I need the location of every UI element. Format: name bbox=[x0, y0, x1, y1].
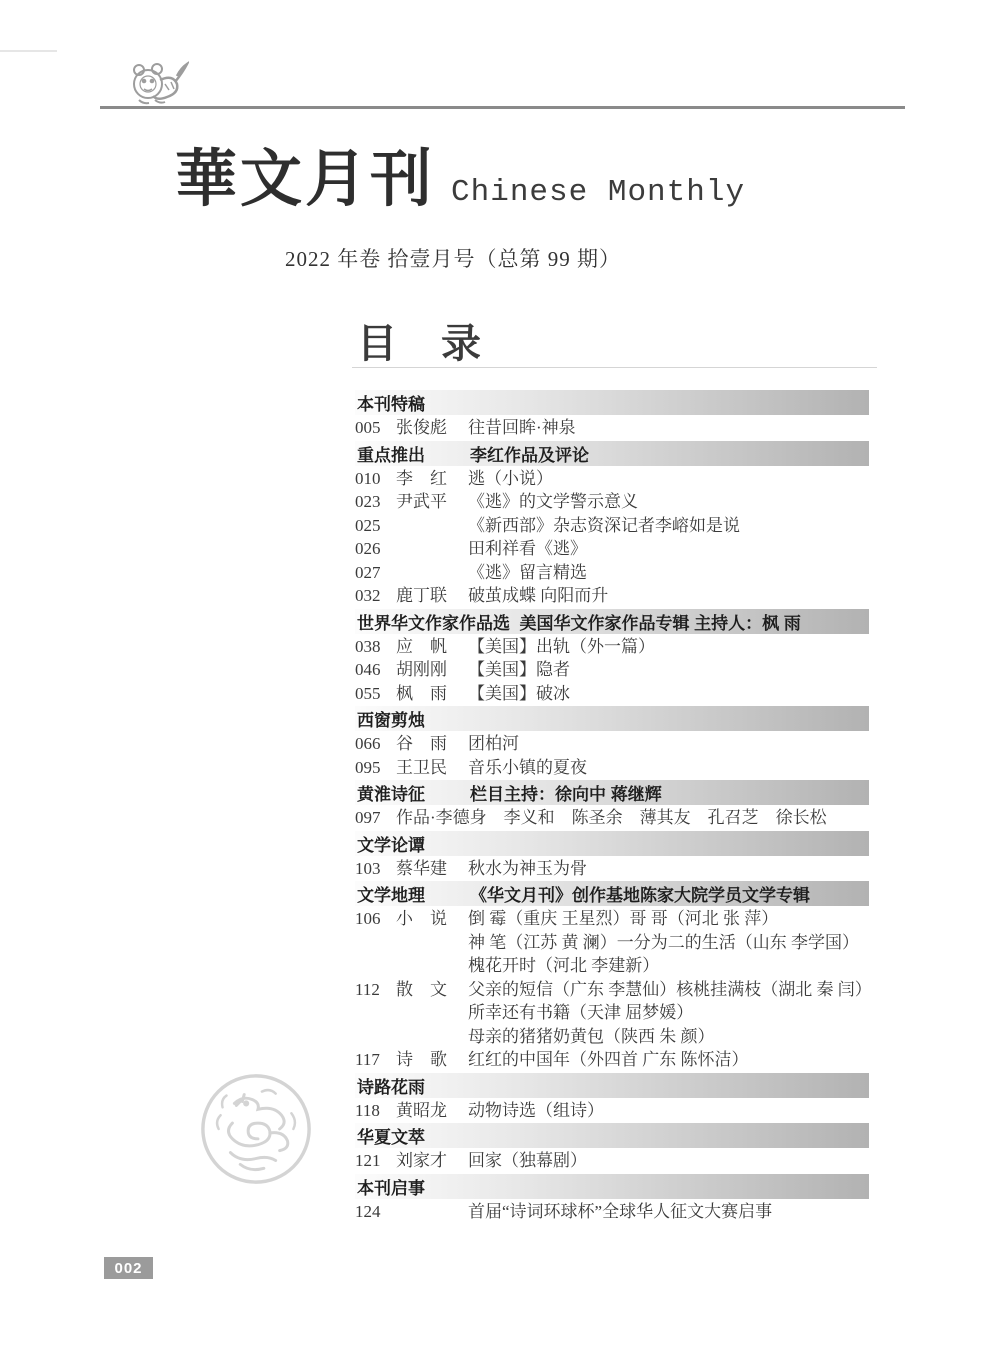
entry-author: 散 文 bbox=[396, 979, 447, 999]
toc-entry bbox=[355, 490, 869, 514]
toc-section-bar bbox=[355, 780, 869, 805]
entry-author: 蔡华建 bbox=[396, 858, 447, 878]
masthead bbox=[175, 146, 745, 214]
entry-page-number: 026 bbox=[355, 539, 381, 558]
magazine-title-english: Chinese Monthly bbox=[451, 175, 746, 210]
entry-page-number: 117 bbox=[355, 1050, 380, 1069]
toc-heading-rule bbox=[352, 367, 877, 368]
entry-title: 首届“诗词环球杯”全球华人征文大赛启事 bbox=[468, 1201, 773, 1221]
entry-author: 鹿丁联 bbox=[396, 586, 447, 605]
entry-author: 谷 雨 bbox=[396, 734, 447, 753]
toc-entry bbox=[355, 1099, 869, 1123]
toc-section-bar bbox=[355, 1123, 869, 1148]
entry-page-number: 027 bbox=[355, 562, 381, 582]
toc-entry bbox=[355, 561, 869, 585]
toc-list bbox=[355, 389, 872, 1223]
magazine-title-chinese: 華文月刊 bbox=[175, 146, 436, 214]
entry-author: 李 红 bbox=[396, 468, 447, 488]
entry-page-number bbox=[355, 1025, 396, 1049]
section-name: 世界华文作家作品选 bbox=[357, 613, 510, 633]
section-subtitle: 《华文月刊》创作基地陈家大院学员文学专辑 bbox=[470, 886, 810, 905]
toc-entry bbox=[355, 756, 869, 780]
page-number: 002 bbox=[114, 1259, 143, 1277]
entry-title: 《逃》留言精选 bbox=[468, 562, 587, 582]
entry-title: 神 笔（江苏 黄 澜）一分为二的生活（山东 李学国） bbox=[468, 932, 859, 952]
entry-author: 小 说 bbox=[396, 909, 447, 928]
entry-title: 音乐小镇的夏夜 bbox=[468, 757, 587, 777]
section-name: 本刊特稿 bbox=[357, 395, 425, 414]
issue-info: 2022 年卷 拾壹月号（总第 99 期） bbox=[285, 247, 621, 271]
toc-entry bbox=[355, 1025, 869, 1049]
entry-title: 作品·李德身 李义和 陈圣余 薄其友 孔召芝 徐长松 bbox=[396, 808, 827, 827]
entry-title: 所幸还有书籍（天津 屈梦媛） bbox=[468, 1003, 694, 1022]
section-subtitle: 栏目主持：徐向中 蒋继辉 bbox=[470, 785, 662, 804]
toc-heading: 目 录 bbox=[357, 321, 483, 366]
toc-entry bbox=[355, 467, 869, 491]
entry-title: 往昔回眸·神泉 bbox=[468, 418, 576, 437]
toc-section-bar bbox=[355, 1174, 869, 1199]
toc-section-bar bbox=[355, 390, 869, 415]
entry-page-number: 005 bbox=[355, 418, 381, 437]
toc-entry bbox=[355, 635, 869, 659]
entry-title: 逃（小说） bbox=[468, 468, 553, 488]
toc-entry bbox=[355, 1200, 869, 1224]
toc-entry bbox=[355, 907, 869, 931]
entry-page-number: 066 bbox=[355, 734, 381, 753]
toc-section-bar bbox=[355, 1073, 869, 1098]
entry-title: 红红的中国年（外四首 广东 陈怀洁） bbox=[468, 1050, 749, 1069]
section-name: 西窗剪烛 bbox=[357, 711, 425, 730]
toc-entry bbox=[355, 857, 869, 881]
entry-author bbox=[396, 561, 468, 585]
section-subtitle: 美国华文作家作品专辑 主持人：枫 雨 bbox=[510, 613, 801, 633]
entry-author: 黄昭龙 bbox=[396, 1100, 447, 1120]
entry-title: 父亲的短信（广东 李慧仙）核桃挂满枝（湖北 秦 闫） bbox=[468, 979, 872, 999]
header-rule bbox=[100, 106, 905, 109]
entry-page-number: 118 bbox=[355, 1100, 380, 1120]
toc-entry bbox=[355, 682, 869, 706]
entry-title: 槐花开时（河北 李建新） bbox=[468, 956, 660, 975]
toc-section-bar bbox=[355, 706, 869, 731]
toc-entry bbox=[355, 931, 869, 955]
entry-page-number: 095 bbox=[355, 757, 381, 777]
section-name: 文学论谭 bbox=[357, 835, 425, 855]
toc-section-bar bbox=[355, 831, 869, 856]
entry-title: 团柏河 bbox=[468, 734, 519, 753]
section-name: 华夏文萃 bbox=[357, 1128, 425, 1147]
entry-author bbox=[396, 1200, 468, 1224]
entry-author bbox=[396, 931, 468, 955]
section-name: 黄淮诗征 bbox=[357, 785, 425, 804]
toc-entry bbox=[355, 954, 869, 978]
entry-page-number: 097 bbox=[355, 808, 381, 827]
section-name: 诗路花雨 bbox=[357, 1077, 425, 1097]
toc-entry bbox=[355, 806, 869, 830]
entry-author bbox=[396, 1025, 468, 1049]
section-name: 重点推出 bbox=[357, 445, 425, 465]
entry-title: 倒 霉（重庆 王星烈）哥 哥（河北 张 萍） bbox=[468, 909, 779, 928]
entry-page-number bbox=[355, 1001, 396, 1025]
entry-author: 王卫民 bbox=[396, 757, 447, 777]
entry-author: 诗 歌 bbox=[396, 1050, 447, 1069]
entry-page-number: 025 bbox=[355, 515, 381, 535]
toc-entry bbox=[355, 537, 869, 561]
entry-title: 回家（独幕剧） bbox=[468, 1151, 587, 1170]
entry-author bbox=[396, 514, 468, 538]
scan-artifact-line bbox=[0, 50, 57, 52]
entry-title: 【美国】隐者 bbox=[468, 660, 570, 679]
section-name: 本刊启事 bbox=[357, 1178, 425, 1198]
entry-page-number: 124 bbox=[355, 1201, 381, 1221]
entry-author: 张俊彪 bbox=[396, 418, 447, 437]
papercut-tiger-icon bbox=[127, 60, 189, 108]
dragon-medallion-icon bbox=[197, 1070, 315, 1188]
entry-title: 破茧成蝶 向阳而升 bbox=[468, 586, 609, 605]
entry-title: 【美国】破冰 bbox=[468, 683, 570, 703]
entry-page-number: 055 bbox=[355, 683, 381, 703]
section-name: 文学地理 bbox=[357, 886, 425, 905]
toc-section-bar bbox=[355, 609, 869, 634]
entry-author: 尹武平 bbox=[396, 492, 447, 511]
page-number-badge bbox=[104, 1257, 153, 1279]
entry-page-number: 038 bbox=[355, 636, 381, 656]
entry-page-number: 046 bbox=[355, 660, 381, 679]
entry-page-number: 103 bbox=[355, 858, 381, 878]
entry-title: 田利祥看《逃》 bbox=[468, 539, 587, 558]
entry-title: 《新西部》杂志资深记者李嵱如是说 bbox=[468, 515, 740, 535]
section-subtitle: 李红作品及评论 bbox=[470, 445, 589, 465]
toc-entry bbox=[355, 978, 872, 1002]
entry-author bbox=[396, 954, 468, 978]
entry-page-number bbox=[355, 931, 396, 955]
entry-title: 动物诗选（组诗） bbox=[468, 1100, 604, 1120]
entry-title: 《逃》的文学警示意义 bbox=[468, 492, 638, 511]
entry-page-number: 121 bbox=[355, 1151, 381, 1170]
entry-page-number: 112 bbox=[355, 979, 380, 999]
entry-author: 刘家才 bbox=[396, 1151, 447, 1170]
entry-title: 母亲的猪猪奶黄包（陕西 朱 颜） bbox=[468, 1026, 715, 1046]
toc-entry bbox=[355, 514, 869, 538]
entry-author: 应 帆 bbox=[396, 636, 447, 656]
entry-page-number: 032 bbox=[355, 586, 381, 605]
toc-section-bar bbox=[355, 881, 869, 906]
toc-entry bbox=[355, 1149, 869, 1173]
entry-author: 胡刚刚 bbox=[396, 660, 447, 679]
entry-author: 枫 雨 bbox=[396, 683, 447, 703]
entry-page-number: 023 bbox=[355, 492, 381, 511]
entry-author bbox=[396, 1001, 468, 1025]
toc-section-bar bbox=[355, 441, 869, 466]
entry-page-number: 010 bbox=[355, 468, 381, 488]
entry-author bbox=[396, 537, 468, 561]
entry-title: 【美国】出轨（外一篇） bbox=[468, 636, 655, 656]
entry-page-number: 106 bbox=[355, 909, 381, 928]
toc-entry bbox=[355, 1001, 869, 1025]
entry-title: 秋水为神玉为骨 bbox=[468, 858, 587, 878]
toc-entry bbox=[355, 658, 869, 682]
toc-entry bbox=[355, 416, 869, 440]
toc-entry bbox=[355, 732, 869, 756]
toc-entry bbox=[355, 1048, 869, 1072]
entry-page-number bbox=[355, 954, 396, 978]
toc-entry bbox=[355, 584, 869, 608]
